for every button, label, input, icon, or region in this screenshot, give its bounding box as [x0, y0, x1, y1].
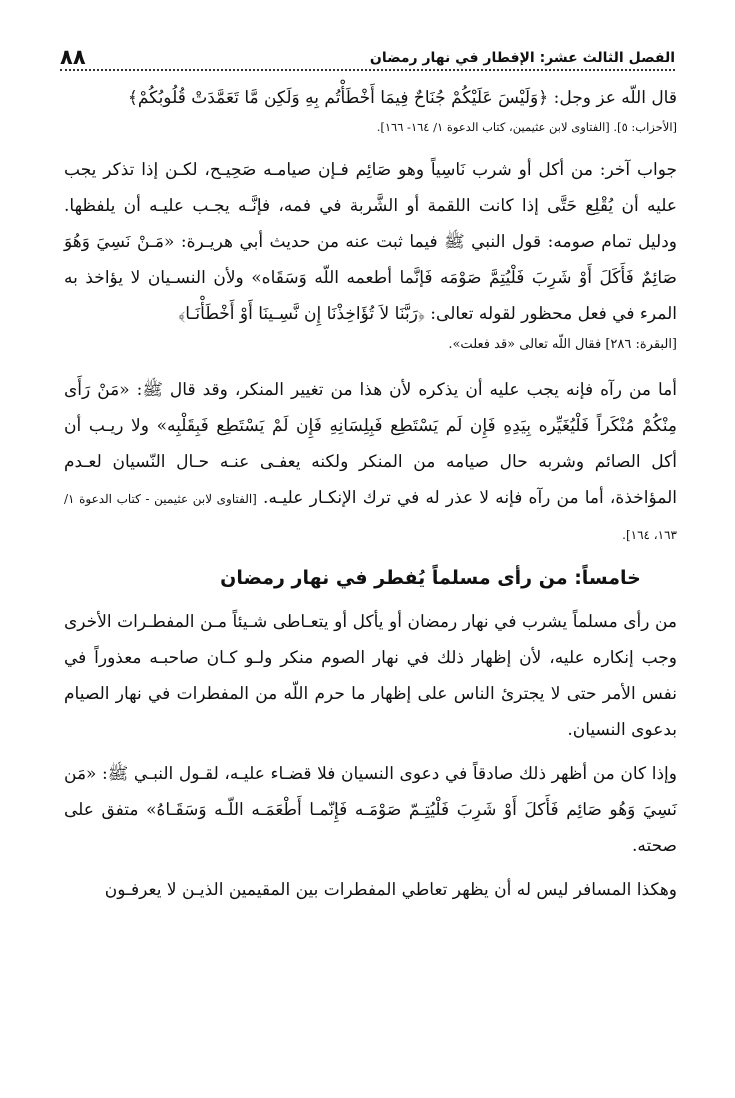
quran-verse-paragraph: قال اللّه عز وجل: ﴿وَلَيْسَ عَلَيْكُمْ جُنَاحٌ فِيمَا أَخْطَأْتُم بِهِ وَلَكِن مَّا تَعَمَّدَتْ قُلُوبُكُمْ﴾ [127, 88, 677, 108]
citation: [الفتاوى لابن عثيمين - كتاب الدعوة ١/ ١٦٣، ١٦٤]. [64, 492, 677, 542]
spacer [64, 138, 677, 152]
chapter-title: الفصل الثالث عشر: الإفطار في نهار رمضان [369, 50, 675, 66]
section-paragraph: من رأى مسلماً يشرب في نهار رمضان أو يأكل أو يتعـاطى شـيئاً مـن المفطـرات الأخرى وجب إنكاره عليه، لأن إظهار ذلك في نهار الصوم منكر ولـو كـان صاحبـه معذوراً في نفس الأمر حتى لا يجترئ الناس على إظهار ما حرم اللّه من المفطرات في نهار الصيام بدعوى النسيان. [64, 612, 677, 740]
paragraph-text: أما من رآه فإنه يجب عليه أن يذكره لأن هذا من تغيير المنكر، وقد قال ﷺ: «مَنْ رَأَى مِنْكُمْ مُنْكَراً فَلْيُغَيِّره بِيَدِهِ فَإِن لَم يَسْتَطِع فَبِلِسَانِهِ فَإِن لَمْ يَسْتَطِع فَبِقَلْبِه» ولا ريـب أن أكل الصائم وشربه حال صيامه من المنكر ولكنه يعفـى عنـه حـال النّسيان لعـدم المؤاخذة، أما من رآه فإنه لا عذر له في ترك الإنكـار عليـه. [64, 380, 677, 508]
section-paragraph: وهكذا المسافر ليس له أن يظهر تعاطي المفطرات بين المقيمين الذيـن لا يعرفـون [104, 880, 677, 900]
spacer [64, 864, 677, 872]
page-number: ٨٨ [60, 45, 86, 69]
hadith-paragraph [64, 372, 677, 552]
header-divider [60, 69, 675, 71]
answer-paragraph: جواب آخر: من أكل أو شرب نَاسِياً وهو صَائِم فـإن صيامـه صَحِيـح، لكـن إذا تذكر يجب عليه أن يُقْلِع حَتَّى إذا كانت اللقمة أو الشَّربة في فمه، فإنَّـه يجـب عليـه أن يلفظها. ودليل تمام صومه: قول النبي ﷺ فيما ثبت عنه من حديث أبي هريـرة: «مَـنْ نَسِيَ وَهُوَ صَائِمٌ فَأَكَلَ أَوْ شَرِبَ فَلْيُتِمَّ صَوْمَه فَإنَّما أطعمه اللّه وَسَقَاه» ولأن النسـيان لا يؤاخذ به المرء في فعل محظور لقوله تعالى: ﴿رَبَّنَا لاَ تُؤَاخِذْنَا إِن نَّسِـينَا أَوْ أَخْطَأْنَـا﴾ [64, 160, 677, 324]
running-header [60, 32, 675, 68]
citation: [الأحزاب: ٥]. [الفتاوى لابن عثيمين، كتاب الدعوة ١/ ١٦٤- ١٦٦]. [376, 120, 677, 134]
section-paragraph: وإذا كان من أظهر ذلك صادقاً في دعوى النسيان فلا قضـاء عليـه، لقـول النبـي ﷺ: «مَن نَسِيَ وَهُو صَائِم فَأَكلَ أَوْ شَرِبَ فَلْيُتِـمّ صَوْمَـه فَإِنّمـا أَطْعَمَـه اللّـه وَسَقَـاهُ» متفق على صحته. [64, 764, 677, 856]
spacer [64, 358, 677, 372]
citation-line [64, 332, 677, 358]
section-heading: خامساً: من رأى مسلماً يُفطر في نهار رمضان [220, 567, 641, 589]
spacer [64, 748, 677, 756]
page-body [64, 80, 677, 908]
citation: [البقرة: ٢٨٦] فقال اللّه تعالى «قد فعلت». [448, 337, 677, 352]
